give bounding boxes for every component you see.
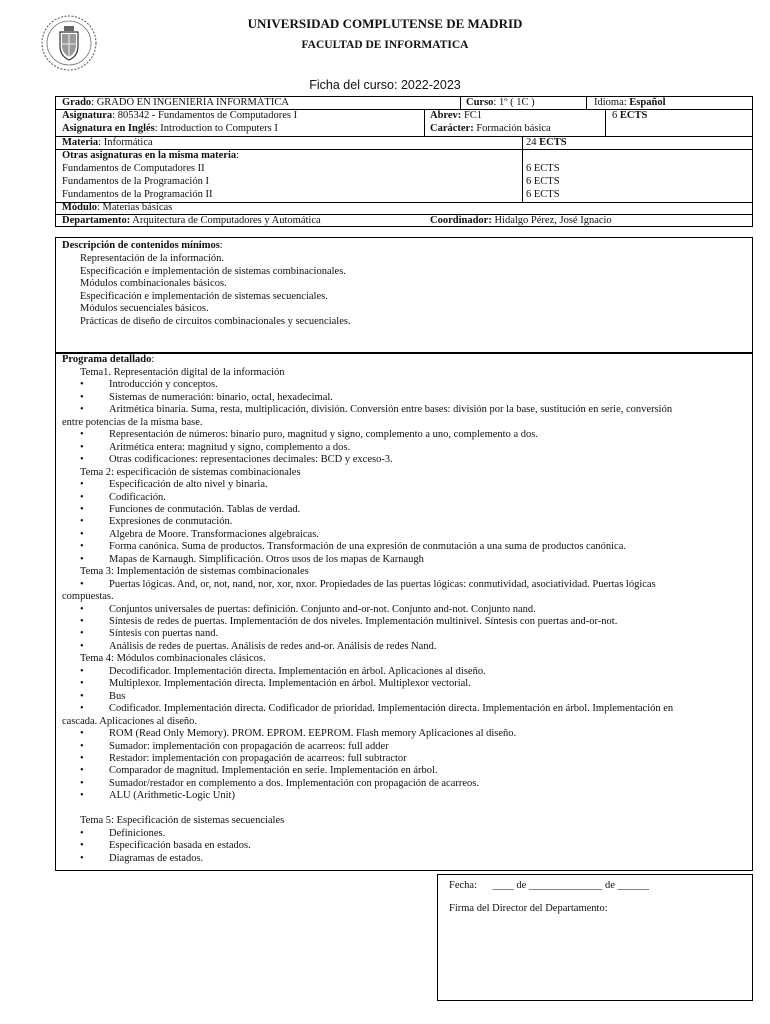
bullet-icon: •	[80, 616, 84, 627]
bullet-icon: •	[80, 603, 84, 615]
asignatura-ingles-field: Asignatura en Inglés: Introduction to Computers I	[62, 123, 278, 134]
bullet-icon: •	[80, 391, 84, 403]
idioma-field: Idioma: Español	[594, 97, 666, 108]
coordinador-field: Coordinador: Hidalgo Pérez, José Ignacio	[430, 215, 612, 226]
programa-item: Análisis de redes de puertas. Análisis de redes and-or. Análisis de redes Nand.	[109, 640, 437, 652]
programa-item: Representación de números: binario puro, magnitud y signo, complemento a uno, complemento a dos.	[109, 429, 538, 441]
bullet-icon: •	[80, 479, 84, 491]
faculty-name: FACULTAD DE INFORMATICA	[301, 39, 469, 51]
descripcion-line: Representación de la información.	[80, 253, 225, 264]
bullet-icon: •	[80, 429, 84, 441]
otra-asignatura-name: Fundamentos de Computadores II	[62, 163, 205, 174]
programa-item: Decodificador. Implementación directa. Implementación en árbol. Aplicaciones al diseño.	[109, 665, 486, 677]
bullet-icon: •	[80, 790, 84, 802]
programa-item: Introducción y conceptos.	[109, 379, 218, 391]
programa-item: Definiciones.	[109, 827, 166, 839]
bullet-icon: •	[80, 541, 84, 553]
programa-item: Codificador. Implementación directa. Codificador de prioridad. Implementación directa. Implementación en árbol. Implementación en	[109, 703, 674, 715]
bullet-icon: •	[80, 553, 84, 565]
bullet-icon: •	[80, 765, 84, 777]
programa-item: Multiplexor. Implementación directa. Implementación en árbol. Multiplexor vectorial.	[109, 678, 471, 690]
programa-item: ROM (Read Only Memory). PROM. EPROM. EEPROM. Flash memory Aplicaciones al diseño.	[109, 728, 517, 740]
ects-field: 6 ECTS	[612, 110, 648, 121]
bullet-icon: •	[80, 491, 84, 503]
programa-item: Codificación.	[109, 491, 166, 503]
programa-item: Mapas de Karnaugh. Simplificación. Otros usos de los mapas de Karnaugh	[109, 553, 424, 565]
bullet-icon: •	[80, 703, 84, 715]
course-info-table	[55, 96, 753, 227]
tema-heading: Tema 3: Implementación de sistemas combinacionales	[80, 566, 309, 578]
bullet-icon: •	[80, 728, 84, 740]
bullet-icon: •	[80, 752, 84, 764]
tema-heading: Tema1. Representación digital de la información	[80, 367, 285, 378]
bullet-icon: •	[80, 516, 84, 528]
materia-field: Materia: Informática	[62, 137, 153, 148]
programa-item: Bus	[109, 690, 126, 702]
tema-heading: Tema 4: Módulos combinacionales clásicos.	[80, 653, 266, 665]
grado-field: Grado: GRADO EN INGENIERÍA INFORMÁTICA	[62, 97, 289, 108]
descripcion-line: Especificación e implementación de sistemas combinacionales.	[80, 265, 346, 277]
programa-item: Diagramas de estados.	[109, 852, 204, 864]
asignatura-field: Asignatura: 805342 - Fundamentos de Computadores I	[62, 110, 298, 121]
bullet-icon: •	[80, 404, 84, 416]
programa-item: Aritmética binaria. Suma, resta, multiplicación, división. Conversión entre bases: división por la base, sustitución en serie, conversión	[109, 404, 673, 416]
bullet-icon: •	[80, 379, 84, 391]
programa-item: Forma canónica. Suma de productos. Transformación de una expresión de conmutación a una suma de productos canónica.	[109, 541, 626, 553]
bullet-icon: •	[80, 852, 84, 864]
programa-item: Síntesis de redes de puertas. Implementación de dos niveles. Implementación multinivel. Síntesis con puertas and-or-not.	[109, 616, 618, 627]
tema-heading: Tema 5: Especificación de sistemas secuenciales	[80, 815, 285, 827]
bullet-icon: •	[80, 777, 84, 789]
programa-item: Aritmética entera: magnitud y signo, complemento a dos.	[109, 441, 351, 453]
programa-item: Sumador: implementación con propagación de acarreos: full adder	[109, 740, 389, 752]
bullet-icon: •	[80, 665, 84, 677]
bullet-icon: •	[80, 678, 84, 690]
programa-item: Otras codificaciones: representaciones decimales: BCD y exceso-3.	[109, 454, 393, 466]
university-name: UNIVERSIDAD COMPLUTENSE DE MADRID	[247, 16, 523, 31]
tema-heading: Tema 2: especificación de sistemas combinacionales	[80, 466, 301, 478]
bullet-icon: •	[80, 690, 84, 702]
programa-item: ALU (Arithmetic-Logic Unit)	[109, 790, 235, 802]
modulo-field: Módulo: Materias básicas	[62, 202, 173, 213]
bullet-icon: •	[80, 441, 84, 453]
programa-item: Sumador/restador en complemento a dos. Implementación con propagación de acarreos.	[109, 777, 479, 789]
programa-item: Restador: implementación con propagación de acarreos: full subtractor	[109, 752, 407, 764]
programa-item: Especificación de alto nivel y binaria.	[109, 479, 268, 491]
programa-box	[55, 352, 753, 871]
otra-asignatura-name: Fundamentos de la Programación I	[62, 176, 209, 187]
caracter-field: Carácter: Formación básica	[430, 123, 551, 134]
otra-asignatura-ects: 6 ECTS	[526, 189, 560, 200]
director-signature-label: Firma del Director del Departamento:	[449, 903, 608, 914]
departamento-field: Departamento: Arquitectura de Computadores y Automática	[62, 215, 321, 226]
descripcion-box	[55, 237, 753, 354]
descripcion-line: Módulos secuenciales básicos.	[80, 303, 209, 315]
fecha-field: Fecha: ____ de ______________ de ______	[449, 880, 650, 891]
programa-title: Programa detallado:	[62, 354, 155, 365]
bullet-icon: •	[80, 640, 84, 652]
otra-asignatura-ects: 6 ECTS	[526, 176, 560, 187]
bullet-icon: •	[80, 503, 84, 515]
bullet-icon: •	[80, 827, 84, 839]
otra-asignatura-ects: 6 ECTS	[526, 163, 560, 174]
bullet-icon: •	[80, 628, 84, 640]
programa-item: Especificación basada en estados.	[109, 840, 251, 852]
descripcion-line: Módulos combinacionales básicos.	[80, 278, 227, 290]
programa-item: Puertas lógicas. And, or, not, nand, nor, xor, nxor. Propiedades de las puertas lógicas: conmutividad, asociatividad. Puertas lógicas	[109, 578, 656, 590]
abrev-field: Abrev: FC1	[430, 110, 483, 121]
programa-item: Conjuntos universales de puertas: definición. Conjunto and-or-not. Conjunto and-not. Conjunto nand.	[109, 603, 536, 615]
otras-asignaturas-title: Otras asignaturas en la misma materia:	[62, 150, 240, 161]
programa-item: Sistemas de numeración: binario, octal, hexadecimal.	[109, 391, 333, 403]
descripcion-line: Especificación e implementación de sistemas secuenciales.	[80, 290, 328, 302]
bullet-icon: •	[80, 740, 84, 752]
programa-item: Comparador de magnitud. Implementación en serie. Implementación en árbol.	[109, 765, 438, 777]
curso-field: Curso: 1º ( 1C )	[466, 97, 535, 108]
materia-ects-field: 24 ECTS	[526, 137, 567, 148]
otra-asignatura-name: Fundamentos de la Programación II	[62, 189, 213, 200]
bullet-icon: •	[80, 840, 84, 852]
descripcion-title: Descripción de contenidos mínimos:	[62, 240, 223, 251]
programa-item: compuestas.	[62, 591, 114, 603]
programa-item: Síntesis con puertas nand.	[109, 628, 219, 640]
course-year: Ficha del curso: 2022-2023	[309, 78, 461, 92]
programa-item: Algebra de Moore. Transformaciones algebraicas.	[109, 528, 319, 540]
programa-item: Expresiones de conmutación.	[109, 516, 233, 528]
signature-box	[437, 874, 753, 1001]
programa-item: entre potencias de la misma base.	[62, 416, 203, 428]
bullet-icon: •	[80, 528, 84, 540]
bullet-icon: •	[80, 578, 84, 590]
bullet-icon: •	[80, 454, 84, 466]
descripcion-line: Prácticas de diseño de circuitos combinacionales y secuenciales.	[80, 316, 351, 327]
programa-item: Funciones de conmutación. Tablas de verdad.	[109, 503, 301, 515]
programa-item: cascada. Aplicaciones al diseño.	[62, 715, 197, 727]
